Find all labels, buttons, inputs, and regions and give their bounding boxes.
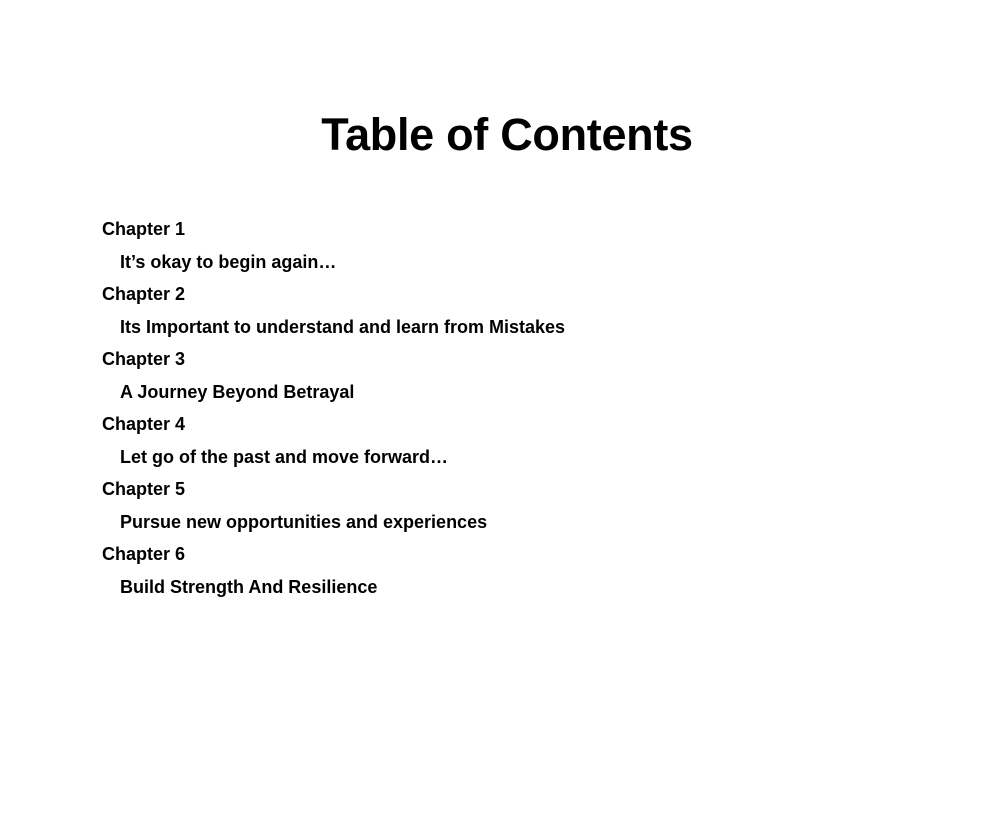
chapter-title: Build Strength And Resilience: [120, 577, 378, 597]
toc-entry: [102, 283, 565, 348]
chapter-label: Chapter 6: [102, 544, 186, 564]
chapter-label: Chapter 3: [102, 349, 186, 369]
toc-entry: [102, 218, 565, 283]
toc-list: [102, 218, 565, 608]
chapter-label: Chapter 2: [102, 284, 186, 304]
page-title: Table of Contents: [321, 109, 693, 160]
chapter-title: It’s okay to begin again…: [120, 252, 337, 272]
toc-entry: [102, 413, 565, 478]
chapter-title: Its Important to understand and learn from Mistakes: [120, 317, 566, 337]
chapter-title: Pursue new opportunities and experiences: [120, 512, 488, 532]
toc-entry: [102, 348, 565, 413]
chapter-title: A Journey Beyond Betrayal: [120, 382, 355, 402]
toc-entry: [102, 543, 565, 608]
chapter-label: Chapter 1: [102, 219, 186, 239]
chapter-label: Chapter 5: [102, 479, 186, 499]
chapter-label: Chapter 4: [102, 414, 186, 434]
chapter-title: Let go of the past and move forward…: [120, 447, 449, 467]
toc-entry: [102, 478, 565, 543]
